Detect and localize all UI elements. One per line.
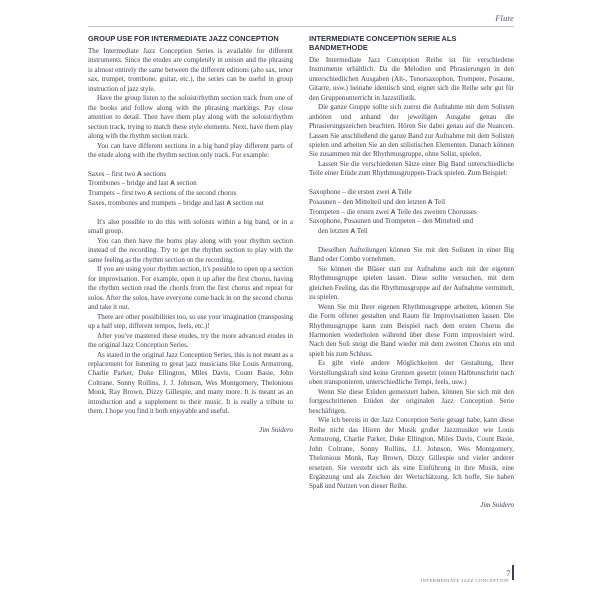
list-item-text: section xyxy=(174,179,197,188)
english-paragraph xyxy=(88,265,293,312)
german-paragraph xyxy=(309,265,514,303)
german-paragraph xyxy=(309,246,514,265)
list-item-text: den letzten xyxy=(318,226,351,235)
list-item-text: section out xyxy=(231,199,264,208)
list-item-text: Teile des zweiten Chorusses xyxy=(395,207,477,216)
german-paragraph xyxy=(309,388,514,416)
two-column-body xyxy=(88,35,514,509)
paragraph-text: Sie können die Bläser statt zur Aufnahme auch mit der eigenen Rhythmusgruppe spielen lassen. Diese sollte versuchen, mit dem gleichen Feeling, das die Rhythmusgruppe auf der Aufnahme vermittelt, zu spielen. xyxy=(309,264,514,302)
list-item-text: Saxes – first two xyxy=(88,169,137,178)
english-paragraph xyxy=(88,313,293,332)
paragraph-text: Die Intermediate Jazz Conception Reihe ist für verschiedene Instrumente erhältlich. Da die Melodien und Phrasierungen in den unterschiedlichen Ausgaben (Alt-, Tenorsaxophon, Trompete, Posaune, Gitarre, usw.) beinahe identisch sind, eignet sich die Reihe sehr gut für den Gruppenunterricht in Jazzstilistik. xyxy=(309,55,514,102)
list-item xyxy=(88,170,293,180)
section-letter: A xyxy=(147,190,153,198)
english-signature: Jim Snidero xyxy=(259,425,293,434)
english-paragraph xyxy=(88,332,293,351)
section-letter: A xyxy=(350,227,356,235)
section-letter: A xyxy=(136,170,142,178)
list-item-text: Saxophone – die ersten zwei xyxy=(309,187,392,196)
list-item-text: Teil xyxy=(355,226,368,235)
list-item xyxy=(309,217,514,226)
german-section-title: INTERMEDIATE CONCEPTION SERIE ALS BANDMETHODE xyxy=(309,34,457,52)
paragraph-text: Die ganze Gruppe sollte sich zuerst die Aufnahme mit dem Solisten anhören und anhand der jeweiligen Ausgabe genau die Phrasierungszeichen beachten. Hören Sie dabei genau auf die Nuancen. Lassen Sie anschließend die ganze Band zur Aufnahme mit dem Solisten spielen und arbeiten Sie an den stilistischen Elementen. Danach können Sie zusammen mit der Rhythmusgruppe, ohne Solist, spielen. xyxy=(309,103,514,159)
german-section-assignments-list xyxy=(309,188,514,237)
folio-row xyxy=(314,565,514,577)
german-paragraph xyxy=(309,160,514,179)
english-paragraph xyxy=(88,142,293,161)
list-item-text: Posaunen – den Mittelteil und den letzten xyxy=(309,197,428,206)
english-paragraph xyxy=(88,94,293,141)
section-letter: A xyxy=(226,200,232,208)
list-item-text: Trompeten – die ersten zwei xyxy=(309,207,391,216)
column-english xyxy=(88,35,293,509)
folio-bar-decoration xyxy=(512,565,514,580)
list-item xyxy=(309,198,514,208)
list-item xyxy=(88,179,293,189)
footer-book-title: INTERMEDIATE JAZZ CONCEPTION xyxy=(420,578,509,583)
english-paragraph xyxy=(88,218,293,237)
list-item-text: Saxes, trombones and trumpets – bridge and last xyxy=(88,199,227,208)
column-german xyxy=(309,35,514,509)
list-item-text: Saxophone, Posaunen und Trompeten – den Mittelteil und xyxy=(309,217,474,226)
page-number: 7 xyxy=(506,569,511,578)
list-item-text: Trombones – bridge and last xyxy=(88,179,171,188)
paragraph-text: Wenn Sie mit Ihrer eigenen Rhythmusgruppe arbeiten, können Sie die Form offener gestalten und Raum für Improvisationen lassen. Die Rhythmusgruppe kann zum Beispiel nach dem ersten Chorus die Harmonien wiederholen während über diese Form improvisiert wird. Nach den Soli steigt die Band wieder mit dem zweiten Chorus ein und spielt bis zum Schluss. xyxy=(309,302,514,358)
paragraph-text: As stated in the original Jazz Conception Series, this is not meant as a replacement for listening to great jazz musicians like Louis Armstrong, Charlie Parker, Duke Ellington, Miles Davis, Count Basie, John Coltrane, Sonny Rollins, J. J. Johnson, Wes Montgomery, Thelonious Monk, Ray Brown, Dizzy Gillespie, and many more. It is meant as an introduction and a supplement to their music. It is really a tribute to them. I hope you find it both enjoyable and useful. xyxy=(88,350,293,416)
german-paragraph xyxy=(309,103,514,160)
list-item-text: Trumpets – first two xyxy=(88,189,148,198)
list-item-continuation xyxy=(309,227,514,237)
paragraph-text: Dieselben Aufteilungen können Sie mit den Solisten in einer Big Band oder Combo vornehmen. xyxy=(309,245,514,264)
english-paragraph xyxy=(88,237,293,265)
list-item xyxy=(309,188,514,198)
paragraph-text: If you are using your rhythm section, it's possible to open up a section for improvisation. For example, open it up after the first chorus, having the rhythm section read the chords from the first chorus and repeat for solos. After the solos, have everyone come back in on the second chorus and take it out. xyxy=(88,265,293,312)
english-section-assignments-list xyxy=(88,170,293,209)
german-paragraph xyxy=(309,303,514,360)
paragraph-text: After you've mastered these etudes, try the more advanced etudes in the original Jazz Conception Series. xyxy=(88,331,293,350)
paragraph-text: It's also possible to do this with soloists within a big band, or in a small group. xyxy=(88,217,293,236)
list-item xyxy=(88,199,293,209)
page-footer xyxy=(314,565,514,583)
list-item-text: Teile xyxy=(396,187,412,196)
section-letter: A xyxy=(170,180,175,188)
german-paragraph xyxy=(309,56,514,103)
section-letter: A xyxy=(391,188,397,196)
section-letter: A xyxy=(390,208,396,216)
paragraph-text: Es gibt viele andere Möglichkeiten der Gestaltung, Ihrer Vorstellungskraft sind keine Grenzen gesetzt (einen Halbtonschritt nach oben transponieren, unterschiedliche Tempi, feels, usw.) xyxy=(309,359,514,387)
running-head-instrument: Flute xyxy=(495,14,514,23)
printed-page-sheet xyxy=(88,0,514,600)
paragraph-text: Wie ich bereits in der Jazz Conception Serie gesagt habe, kann diese Reihe nicht das Hören der Musik großer Jazzmusiker wie Louis Armstrong, Charlie Parker, Duke Ellington, Miles Davis, Count Basie, John Coltrane, Sonny Rollins, J.J. Johnson, Wes Montgomery, Thelonious Monk, Ray Brown, Dizzy Gillespie und vieler anderer ersetzen. Sie versteht sich als eine Einführung in ihre Musik, eine Ergänzung und als Zeichen der Wertschätzung. Ich hoffe, Sie haben Spaß und Nutzen von dieser Reihe. xyxy=(309,416,514,491)
german-paragraph xyxy=(309,359,514,387)
paragraph-text: Have the group listen to the soloist/rhythm section track from one of the books and follow along with the phrasing markings. Pay close attention to detail. Then have them play along with the soloist/rhythm section track, trying to match these style elements. Next, have them play along with the rhythm section track. xyxy=(88,94,293,141)
paragraph-text: Wenn Sie diese Etüden gemeistert haben, können Sie sich mit den fortgeschrittenen Etüden der originalen Jazz Conception Serie beschäftigen. xyxy=(309,387,514,415)
english-section-title: GROUP USE FOR INTERMEDIATE JAZZ CONCEPTION xyxy=(88,34,279,43)
paragraph-text: There are other possibilities too, so use your imagination (transposing up a half step, different tempos, feels, etc.)! xyxy=(88,312,293,331)
list-item-text: sections of the second chorus xyxy=(152,189,237,198)
english-paragraph xyxy=(88,47,293,94)
list-item xyxy=(88,189,293,199)
paragraph-text: You can then have the horns play along with your rhythm section instead of the recording. Try to get the rhythm section to play with the same feeling as the rhythm section on the recording. xyxy=(88,236,293,264)
english-paragraph xyxy=(88,351,293,417)
section-letter: A xyxy=(427,198,433,206)
header-rule xyxy=(88,26,514,27)
german-paragraph xyxy=(309,416,514,492)
paragraph-text: You can have different sections in a big band play different parts of the etude along with the rhythm section only track. For example: xyxy=(88,141,293,160)
paragraph-text: The Intermediate Jazz Conception Series is available for different instruments. Since the etudes are completely in unison and the phrasing is almost entirely the same between the different editions (alto sax, tenor sax, trumpet, trombone, guitar, etc.), the series can be useful in group instruction of jazz style. xyxy=(88,46,293,93)
list-item-text: sections xyxy=(141,169,167,178)
list-item-text: Teil xyxy=(432,197,446,206)
german-signature: Jim Snidero xyxy=(480,500,514,509)
list-item xyxy=(309,208,514,218)
paragraph-text: Lassen Sie die verschiedenen Sätze einer Big Band unterschiedliche Teile einer Etüde zum Rhythmusgruppen-Track spielen. Zum Beispiel: xyxy=(309,159,514,178)
